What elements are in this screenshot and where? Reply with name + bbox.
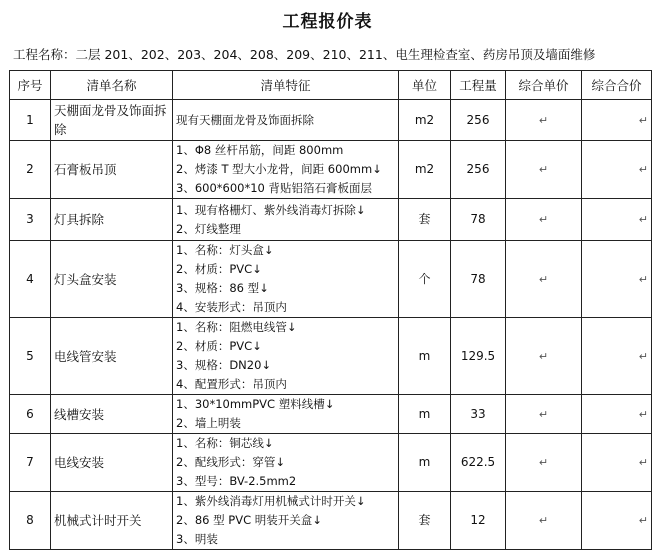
table-header-row xyxy=(10,71,652,100)
row-seq: 3 xyxy=(10,199,51,241)
row-seq: 1 xyxy=(10,100,51,141)
feature-line: 3、600*600*10 背贴铝箔石膏板面层 xyxy=(176,181,373,195)
header-name: 清单名称 xyxy=(51,71,173,100)
quotation-table xyxy=(9,70,652,550)
row-qty: 256 xyxy=(451,100,506,141)
row-seq: 2 xyxy=(10,141,51,199)
row-seq: 8 xyxy=(10,492,51,550)
table-row xyxy=(10,141,652,199)
feature-line: 1、名称：阻燃电线管↓ xyxy=(176,320,297,334)
row-features xyxy=(173,434,399,492)
table-row xyxy=(10,100,652,141)
feature-line: 2、烤漆 T 型大小龙骨，间距 600mm↓ xyxy=(176,162,382,176)
row-name: 灯具拆除 xyxy=(51,199,173,241)
header-features: 清单特征 xyxy=(173,71,399,100)
row-seq: 7 xyxy=(10,434,51,492)
row-qty: 33 xyxy=(451,395,506,434)
table-row xyxy=(10,199,652,241)
header-unit: 单位 xyxy=(399,71,451,100)
row-unit: 套 xyxy=(399,492,451,550)
row-unit-price: ↵ xyxy=(506,434,582,492)
feature-line: 1、名称：灯头盒↓ xyxy=(176,243,274,257)
row-unit-price: ↵ xyxy=(506,318,582,395)
row-unit-price: ↵ xyxy=(506,395,582,434)
table-row xyxy=(10,395,652,434)
row-unit: 个 xyxy=(399,241,451,318)
row-unit: m xyxy=(399,434,451,492)
row-total-price: ↵ xyxy=(582,395,652,434)
row-seq: 4 xyxy=(10,241,51,318)
header-qty: 工程量 xyxy=(451,71,506,100)
row-unit: 套 xyxy=(399,199,451,241)
row-total-price: ↵ xyxy=(582,141,652,199)
document-title: 工程报价表 xyxy=(282,12,373,32)
feature-line: 4、配置形式：吊顶内 xyxy=(176,377,287,391)
row-name: 天棚面龙骨及饰面拆除 xyxy=(51,100,173,141)
row-qty: 12 xyxy=(451,492,506,550)
row-total-price: ↵ xyxy=(582,318,652,395)
row-total-price: ↵ xyxy=(582,100,652,141)
row-features xyxy=(173,141,399,199)
row-total-price: ↵ xyxy=(582,434,652,492)
feature-line: 3、明装 xyxy=(176,532,218,546)
row-total-price: ↵ xyxy=(582,241,652,318)
row-unit: m2 xyxy=(399,100,451,141)
row-qty: 256 xyxy=(451,141,506,199)
row-qty: 622.5 xyxy=(451,434,506,492)
row-unit: m xyxy=(399,318,451,395)
feature-line: 1、30*10mmPVC 塑料线槽↓ xyxy=(176,397,335,411)
row-unit-price: ↵ xyxy=(506,141,582,199)
row-name: 石膏板吊顶 xyxy=(51,141,173,199)
header-total-price: 综合合价 xyxy=(582,71,652,100)
row-unit-price: ↵ xyxy=(506,100,582,141)
row-name: 电线安装 xyxy=(51,434,173,492)
row-unit: m2 xyxy=(399,141,451,199)
row-qty: 78 xyxy=(451,241,506,318)
project-name-line: 工程名称：二层 201、202、203、204、208、209、210、211、电生理检查室、药房吊顶及墙面维修 xyxy=(13,47,596,62)
feature-line: 2、灯线整理 xyxy=(176,221,241,236)
table-row xyxy=(10,434,652,492)
row-qty: 129.5 xyxy=(451,318,506,395)
feature-line: 2、配线形式：穿管↓ xyxy=(176,455,285,469)
feature-line: 3、型号：BV-2.5mm2 xyxy=(176,474,297,488)
header-unit-price: 综合单价 xyxy=(506,71,582,100)
feature-line: 1、紫外线消毒灯用机械式计时开关↓ xyxy=(176,494,366,508)
feature-line: 1、现有格栅灯、紫外线消毒灯拆除↓ xyxy=(176,202,366,217)
row-features xyxy=(173,241,399,318)
row-name: 电线管安装 xyxy=(51,318,173,395)
row-name: 线槽安装 xyxy=(51,395,173,434)
feature-line: 2、材质：PVC↓ xyxy=(176,262,262,276)
row-features xyxy=(173,318,399,395)
row-total-price: ↵ xyxy=(582,199,652,241)
table-row xyxy=(10,241,652,318)
table-row xyxy=(10,318,652,395)
feature-line: 现有天棚面龙骨及饰面拆除 xyxy=(176,112,314,127)
row-seq: 5 xyxy=(10,318,51,395)
row-features xyxy=(173,395,399,434)
feature-line: 2、材质：PVC↓ xyxy=(176,339,262,353)
row-qty: 78 xyxy=(451,199,506,241)
row-features xyxy=(173,492,399,550)
feature-line: 1、名称：铜芯线↓ xyxy=(176,436,274,450)
row-name: 机械式计时开关 xyxy=(51,492,173,550)
row-unit-price: ↵ xyxy=(506,199,582,241)
row-features xyxy=(173,100,399,141)
row-name: 灯头盒安装 xyxy=(51,241,173,318)
table-row xyxy=(10,492,652,550)
feature-line: 3、规格：DN20↓ xyxy=(176,358,272,372)
row-seq: 6 xyxy=(10,395,51,434)
feature-line: 4、安装形式：吊顶内 xyxy=(176,300,287,314)
row-total-price: ↵ xyxy=(582,492,652,550)
row-unit: m xyxy=(399,395,451,434)
row-unit-price: ↵ xyxy=(506,492,582,550)
feature-line: 2、86 型 PVC 明装开关盒↓ xyxy=(176,513,322,527)
header-seq: 序号 xyxy=(10,71,51,100)
feature-line: 3、规格：86 型↓ xyxy=(176,281,269,295)
row-unit-price: ↵ xyxy=(506,241,582,318)
feature-line: 1、Φ8 丝杆吊筋，间距 800mm xyxy=(176,143,344,157)
feature-line: 2、墙上明装 xyxy=(176,416,241,430)
row-features xyxy=(173,199,399,241)
